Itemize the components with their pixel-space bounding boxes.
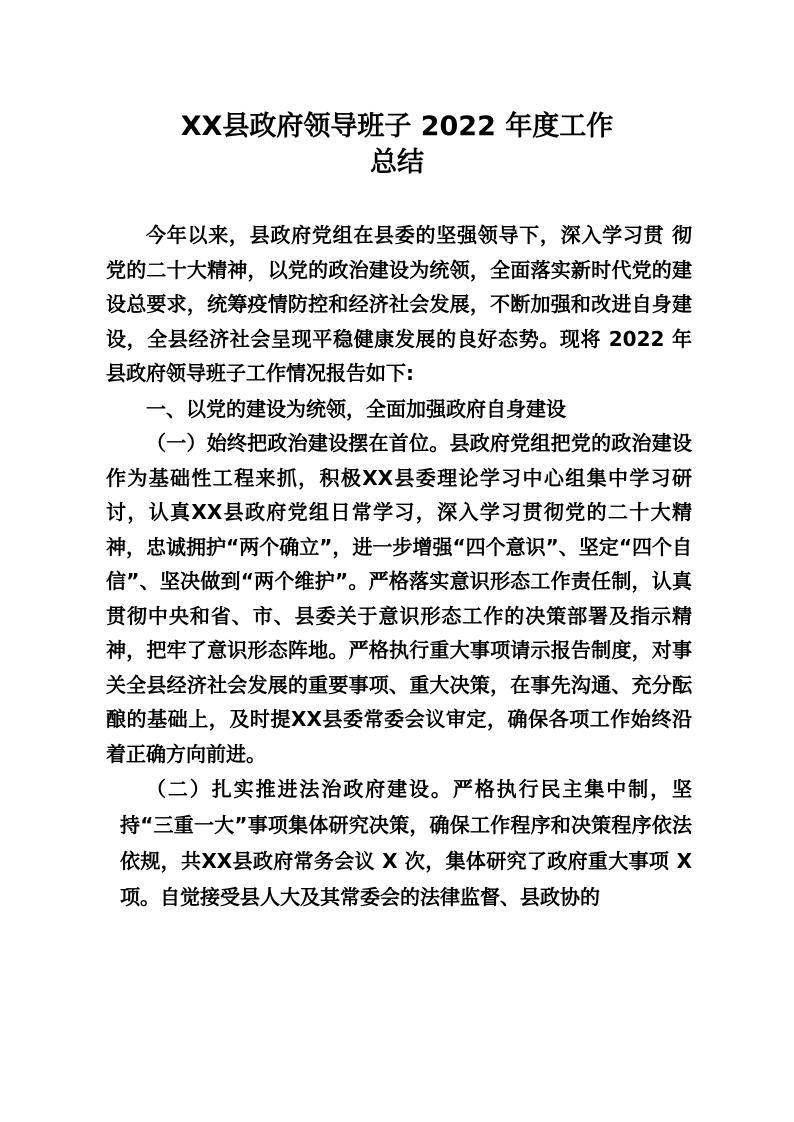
section-heading-1: 一、以党的建设为统领，全面加强政府自身建设 [146,396,566,421]
intro-paragraph: 今年以来，县政府党组在县委的坚强领导下，深入学习贯 彻党的二十大精神，以党的政治建设为统领，全面落实新时代党的建设总要求，统筹疫情防控和经济社会发展，不断加强和改进自身建设，全县经济社会呈现平稳健康发展的良好态势。现将 2022 年县政府领导班子工作情况报告如下: [106,223,692,385]
subsection-paragraph-1: （一）始终把政治建设摆在首位。县政府党组把党的政治建设作为基础性工程来抓，积极XX县委理论学习中心组集中学习研讨，认真XX县政府党组日常学习，深入学习贯彻党的二十大精神，忠诚拥护“两个确立”，进一步增强“四个意识”、坚定“四个自信”、坚决做到“两个维护”。严格落实意识形态工作责任制，认真贯彻中央和省、市、县委关于意识形态工作的决策部署及指示精神，把牢了意识形态阵地。严格执行重大事项请示报告制度，对事关全县经济社会发展的重要事项、重大决策，在事先沟通、充分酝酿的基础上，及时提XX县委常委会议审定，确保各项工作始终沿着正确方向前进。 [106,431,692,766]
subsection-paragraph-2: （二）扎实推进法治政府建设。严格执行民主集中制，坚持“三重一大”事项集体研究决策，确保工作程序和决策程序依法依规，共XX县政府常务会议 X 次，集体研究了政府重大事项 X 项。自觉接受县人大及其常委会的法律监督、县政协的 [120,777,692,909]
document-title-line2: 总结 [370,147,424,178]
document-body [106,218,692,915]
document-title-line1: XX县政府领导班子 2022 年度工作 [180,111,614,142]
